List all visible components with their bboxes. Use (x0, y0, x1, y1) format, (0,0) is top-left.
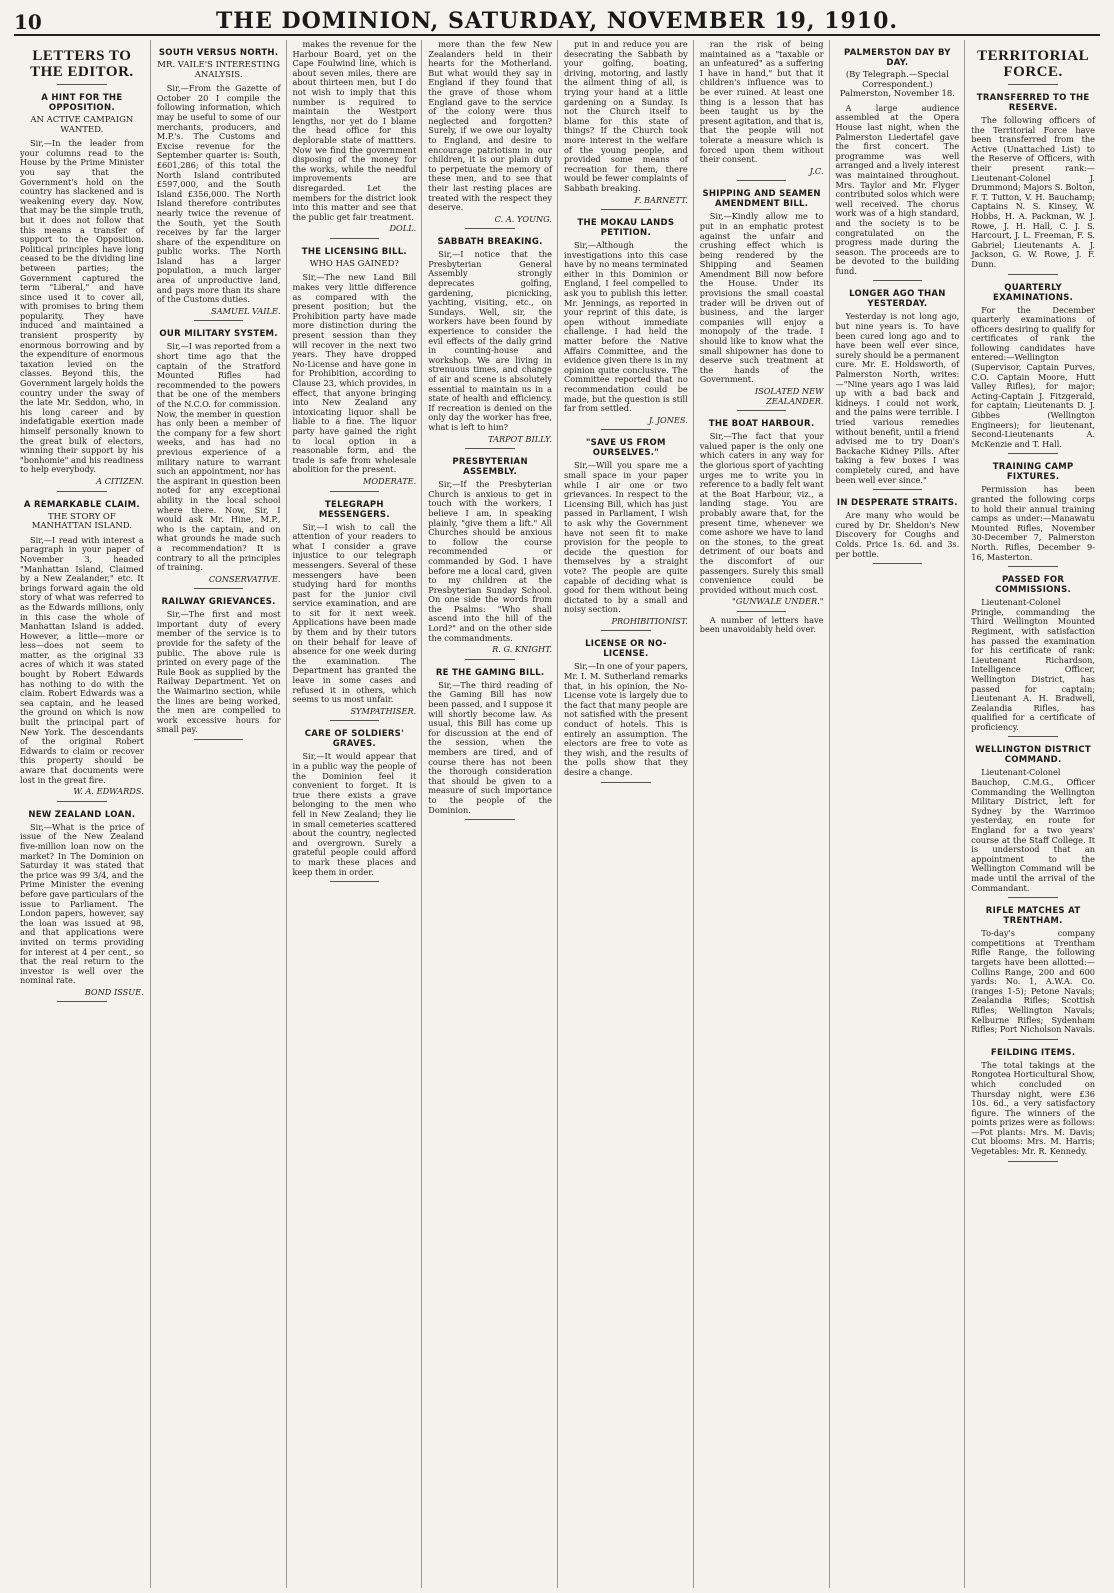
divider (737, 180, 787, 181)
article-body: more than the few New Zealanders held in their hearts for the Motherland. But what would they say in England if they found that the grave of those whom England gave to the service of the colony were thus neglected and forgotten? Surely, if we owe our loyalty to England, and desire to encourage patriotism in our children, it is our plain duty to perpetuate the memory of these men, and to see that their last resting places are treated with the respect they deserve. (428, 40, 552, 213)
article (971, 93, 1095, 275)
article-signature: TARPOT BILLY. (488, 433, 552, 444)
article-body: put in and reduce you are desecrating the Sabbath by your golfing, boating, driving, motoring, and lastly the ailment thing of all, is trying your hand at a little gardening on a Sunday. Is not the Church itself to blame for this state of things? If the Church took more interest in the welfare of the young people, and provided some means of recreation for them, there would be fewer complaints of Sabbath breaking. (564, 40, 688, 193)
newspaper-title: THE DOMINION, SATURDAY, NOVEMBER 19, 1910. (215, 8, 899, 34)
article-body: Sir,—I read with interest a paragraph in your paper of November 3, headed "Manhattan Island, Claimed by a New Zealander," etc. It brings forward again the old story of what was referred to as the Edwards millions, only in this case the whole of Manhattan Island is added. However, a little—more or less—does not seem to matter, as the original 33 acres of which it was stated bought by Robert Edwards has nothing to do with the claim. Robert Edwards was a sea captain, and he leased the ground on which is now built the principal part of New York. The descendants of the original Robert Edwards to claim or recover this property should be aware that documents were lost in the great fire. (20, 534, 144, 785)
article (428, 457, 552, 660)
divider (330, 720, 380, 721)
article-headline: FEILDING ITEMS. (990, 1047, 1076, 1058)
divider (330, 881, 380, 882)
article (971, 1048, 1095, 1162)
page-number: 10 (14, 10, 42, 34)
column (829, 40, 966, 1588)
article-headline: NEW ZEALAND LOAN. (28, 809, 136, 820)
article-headline: PRESBYTERIAN ASSEMBLY. (452, 457, 528, 478)
article-body: Sir,—The third reading of the Gaming Bill has now been passed, and I suppose it will shortly become law. As usual, this Bill has come up for discussion at the end of the session, when the members are tired, and of course there has not been the thorough consideration that should be given to a measure of such importance to the people of the Dominion. (428, 679, 552, 815)
divider (330, 491, 380, 492)
article (971, 283, 1095, 455)
article-body: Yesterday is not long ago, but nine years is. To have been cured long ago and to have been well ever since, surely should be a permanent cure. Mr. E. Holdsworth, of Palmerston North, writes:—"Nine years ago I was laid up with a bad back and kidneys. I could not work, and the pains were terrible. I tried various remedies without benefit, until a friend advised me to try Doan's Backache Kidney Pills. After taking a few boxes I was completely cured, and have been well ever since." (835, 311, 960, 485)
article-signature: "GUNWALE UNDER." (732, 596, 824, 607)
article-headline: SHIPPING AND SEAMEN AMENDMENT BILL. (702, 189, 821, 210)
article-signature: PROHIBITIONIST. (611, 615, 688, 626)
article-signature: C. A. YOUNG. (494, 213, 552, 224)
divider (330, 238, 380, 239)
divider (601, 209, 651, 210)
article-body: Sir,—I wish to call the attention of your readers to what I consider a grave injustice to our telegraph messengers. Several of these messengers have been studying hard for months past for the junior civil service examination, and are to sit for it next week. Applications have been made by them and by their tutors on their behalf for leave of absence for one week during the examination. The Department has granted the leave in some cases and refused it in others, which seems to us most unfair. (292, 521, 417, 705)
divider (737, 410, 787, 411)
article-headline: RE THE GAMING BILL. (435, 667, 545, 678)
article-subhead: AN ACTIVE CAMPAIGN WANTED. (30, 115, 134, 135)
article (157, 597, 281, 740)
divider (465, 819, 515, 820)
column (14, 40, 150, 1588)
article-headline: CARE OF SOLDIERS' GRAVES. (304, 729, 405, 750)
article (700, 419, 824, 612)
column (693, 40, 830, 1588)
divider (194, 739, 244, 740)
article (428, 40, 552, 229)
article-signature: CONSERVATIVE. (208, 573, 281, 584)
article (836, 48, 960, 281)
article-headline: WELLINGTON DISTRICT COMMAND. (975, 745, 1092, 766)
divider (1008, 84, 1058, 85)
article (293, 247, 417, 492)
article-headline: TRANSFERRED TO THE RESERVE. (976, 93, 1090, 113)
column (150, 40, 287, 1588)
divider (465, 448, 515, 449)
divider (465, 659, 515, 660)
article-body: makes the revenue for the Harbour Board, yet on the Cape Foulwind line, which is about seven miles, there are about thirteen men, but I do not wish to imply that this number is required to maintain the Westport lengths, nor yet do I blame the head office for this deplorable state of mattters. Now we find the government disposing of the money for the works, while the needful improvements are disregarded. Let the members for the district look into this matter and see that the public get fair treatment. (292, 40, 417, 222)
article-headline: PASSED FOR COMMISSIONS. (995, 575, 1072, 596)
article-headline: OUR MILITARY SYSTEM. (159, 329, 278, 340)
article-headline: A REMARKABLE CLAIM. (23, 499, 140, 510)
article-signature: W. A. EDWARDS. (73, 786, 144, 797)
divider (57, 801, 107, 802)
article-body: Sir,—Will you spare me a small space in your paper while I air one or two grievances. In respect to the Licensing Bill, which has just passed in Parliament, I wish to ask why the Government have not seen fit to make provision for the people to decide the question for themselves by a straight vote? The people are quite capable of deciding what is good for them without being dictated to by a small and noisy section. (564, 460, 688, 615)
article-subhead: (By Telegraph.—Special Correspondent.) Palmerston, November 18. (839, 70, 955, 100)
article-headline: SOUTH VERSUS NORTH. (158, 48, 279, 58)
article-headline: LONGER AGO THAN YESTERDAY. (849, 289, 946, 310)
masthead (14, 8, 1100, 36)
divider (57, 84, 107, 85)
article-body: Sir,—Kindly allow me to put in an emphatic protest against the unfair and crushing effect which is being rendered by the Shipping and Seamen Amendment Bill now before the House. Under its provisions the small coastal trader will be driven out of business, and the larger companies will enjoy a monopoly of the trade. I should like to know what the small shipowner has done to deserve such treatment at the hands of the Government. (699, 211, 824, 385)
divider (194, 320, 244, 321)
article (564, 40, 688, 210)
article-headline: RAILWAY GRIEVANCES. (161, 597, 276, 608)
divider (57, 1001, 107, 1002)
article-body: Sir,—The first and most important duty of every member of the service is to provide for the safety of the public. The above rule is printed on every page of the Rule Book as supplied by the Railway Department. Yet on the Waimarino section, while the lines are being worked, the men are compelled to work excessive hours for small pay. (156, 609, 281, 735)
article (971, 745, 1095, 898)
article-body: Sir,—From the Gazette of October 20 I compile the following information, which may be useful to some of our merchants, producers, and M.P.'s. The Customs and Excise revenue for the September quarter is: South, £601,286; of this total the North Island contributed £597,000, and the South Island £356,000. The North Island therefore contributes nearly twice the revenue of the South, yet the South receives by far the larger share of the expenditure on public works. The North Island has a larger population, a much larger area of unproductive land, and pays more than its share of the Customs duties. (156, 83, 281, 305)
article-body: Lieutenant-Colonel Bauchop, C.M.G., Officer Commanding the Wellington Military District, left for Sydney by the Warrimoo yesterday, en route for England for a two years' course at the Staff College. It is understood that an appointment to the Wellington Command will be made until the arrival of the Commandant. (971, 767, 1095, 893)
article (157, 48, 281, 321)
article (428, 668, 552, 820)
article-body: For the December quarterly examinations of officers desiring to qualify for certificates of rank the following candidates have entered:—Wellington (Supervisor, Captain Purves, C.O. Captain Moore, Hutt Valley Rifles), for major; Acting-Captain J. Fitzgerald, for captain; Lieutenants D. J. Gibbes (Wellington Engineers); for lieutenant, Second-Lieutenants A. McKenzie and T. Hall. (971, 304, 1095, 449)
article-signature: SAMUEL VAILE. (211, 305, 281, 316)
article-body: Sir,—The new Land Bill makes very little difference as compared with the present position; but the Prohibition party have made more distinction during the present session than they will recover in the next two years. They have dropped No-License and have gone in for Prohibition, according to Clause 23, which provides, in effect, that anyone bringing into New Zealand any intoxicating liquor shall be liable to a fine. The liquor party have gained the right to local option in a reasonable form, and the trade is safe from wholesale abolition for the present. (292, 272, 417, 475)
article (836, 498, 960, 564)
article-signature: DOLL. (389, 223, 417, 234)
article-body: Sir,—What is the price of issue of the New Zealand five-million loan now on the market? In The Dominion on Saturday it was stated that the price was 99 3/4, and the Prime Minister the evening before gave particulars of the issue to Parliament. The London papers, however, say the loan was issued at 98, and that applications were invited on terms providing for interest at 4 per cent., so that the real return to the investor is well over the nominal rate. (20, 821, 144, 986)
article (20, 500, 144, 802)
article-headline: RIFLE MATCHES AT TRENTHAM. (985, 906, 1081, 927)
article-headline: IN DESPERATE STRAITS. (836, 498, 958, 509)
divider (1008, 453, 1058, 454)
article-body: A number of letters have been unavoidably held over. (699, 614, 824, 635)
article (564, 639, 688, 782)
article-body: Sir,—In one of your papers, Mr. I. M. Sutherland remarks that, in his opinion, the No-License vote is largely due to the fact that many people are not satisfied with the present conduct of hotels. This is entirely an assumption. The electors are free to vote as they wish, and the results of the polls show that they desire a change. (564, 661, 688, 777)
article-body: A large audience assembled at the Opera House last night, when the Palmerston Liedertafel gave the first concert. The programme was well arranged and a lively interest was maintained throughout. Mrs. Taylor and Mr. Flyger contributed solos which were well received. The chorus work was of a high standard, and the society is to be congratulated on the progress made during the season. The proceeds are to be devoted to the building fund. (835, 102, 960, 276)
divider (1008, 566, 1058, 567)
columns (14, 40, 1100, 1588)
article (428, 237, 552, 449)
article-signature: A CITIZEN. (96, 475, 144, 486)
article (700, 616, 824, 635)
article (293, 500, 417, 722)
article-body: The total takings at the Rongotea Horticultural Show, which concluded on Thursday night, were £36 10s. 6d., a very satisfactory figure. The winners of the points prizes were as follows:—Pot plants: Mrs. M. Davis; Cut blooms: Mrs. M. Harris; Vegetables: Mr. R. Kennedy. (971, 1059, 1095, 1157)
article (293, 729, 417, 882)
article-signature: J.C. (809, 165, 824, 176)
article-body: Sir,—It would appear that in a public way the people of the Dominion feel it convenient to forget. It is true there exists a grave belonging to the men who fell in New Zealand; they lie in small cemeteries scattered about the country, neglected and overgrown. Surely a grateful people could afford to mark these places and keep them in order. (292, 751, 417, 877)
article-subhead: THE STORY OF MANHATTAN ISLAND. (31, 511, 133, 532)
divider (57, 491, 107, 492)
article-signature: SYMPATHISER. (350, 705, 417, 716)
article (836, 289, 960, 490)
divider (465, 228, 515, 229)
article-headline: THE LICENSING BILL. (301, 246, 407, 257)
article (971, 906, 1095, 1040)
article (700, 40, 824, 181)
article-body: ran the risk of being maintained as a "taxable or an unfeatured" as a suffering I have in hand," but that it children's influence was to be ever ruined. At least one thing is a lesson that has been taught us by the present agitation, and that is, that the people will not tolerate a measure which is forced upon them without their consent. (699, 40, 824, 165)
article-subhead: MR. VAILE'S INTERESTING ANALYSIS. (157, 60, 280, 80)
article (20, 93, 144, 492)
divider (601, 630, 651, 631)
article-headline: SABBATH BREAKING. (437, 237, 543, 248)
article (971, 575, 1095, 737)
article-headline: QUARTERLY EXAMINATIONS. (993, 282, 1074, 303)
article-body: Sir,—In the leader from your columns read to the House by the Prime Minister you say that the Government's hold on the country has slackened and is weakening every day. Now, that may be the simple truth, but it does not follow that this means a transfer of support to the Opposition. Political principles have long ceased to be the dividing line between parties; the Government captured the term "Liberal," and have since used it to cover all, with promises to bring them popularity. They have induced and maintained a transient prosperity by enormous borrowing and by the expenditure of enormous taxation levied on the classes. Beyond this, the Government largely holds the country under the sway of the late Mr. Seddon, who, in his long career and by indefatigable exertion made himself personally known to the great bulk of electors, winning their support by his "bonhomie" and his readiness to help everybody. (20, 138, 144, 475)
article (20, 810, 144, 1003)
article-body: Sir,—I was reported from a short time ago that the captain of the Stratford Mounted Rifles had recommended to the powers that be one of the members of the N.C.O. for commission. Now, the member in question has only been a member of the company for a few short weeks, and has had no previous experience of a military nature to warrant such an appointment, nor has the aspirant in question been noted for any exceptional ability in the local school where there. Now, Sir, I would ask Mr. Hine, M.P., who is the captain, and on what grounds he made such a recommendation? It is contrary to all the principles of training. (156, 341, 281, 573)
article-signature: ISOLATED NEW ZEALANDER. (754, 386, 824, 406)
article-headline: "SAVE US FROM OURSELVES." (585, 438, 666, 459)
divider (737, 611, 787, 612)
column (286, 40, 423, 1588)
divider (873, 280, 923, 281)
column (964, 40, 1101, 1588)
article-body: Sir,—If the Presbyterian Church is anxious to get in touch with the workers, I believe I am, in speaking plainly, "give them a lift." All Churches should be anxious to follow the course recommended or commanded by God. I have before me a local card, given to my children at the Presbyterian Sunday School. On one side the words from the Psalms: "Who shall ascend into the hill of the Lord?" and on the other side the commandments. (428, 479, 552, 643)
article (293, 40, 417, 239)
divider (194, 588, 244, 589)
article-signature: F. BARNETT. (634, 194, 688, 205)
article (157, 329, 281, 589)
divider (873, 563, 923, 564)
column (557, 40, 694, 1588)
divider (601, 429, 651, 430)
article (971, 462, 1095, 567)
column (421, 40, 558, 1588)
divider (601, 782, 651, 783)
article-body: Sir,—I notice that the Presbyterian General Assembly strongly deprecates golfing, gardening, picnicking, yachting, visiting, etc., on Sundays. Well, sir, the workers have been found by experience to consider the evil effects of the daily grind in counting-house and workshop. We are living in strenuous times, and change of air and scene is absolutely essential to maintain us in a state of health and efficiency. If recreation is denied on the only day the worker has free, what is left to him? (428, 249, 552, 432)
divider (873, 489, 923, 490)
article (564, 438, 688, 631)
divider (1008, 897, 1058, 898)
article-body: Sir,—The fact that your valued paper is the only one which caters in any way for the glorious sport of yachting urges me to write you in reference to a badly felt want at the Boat Harbour, viz., a landing stage. You are probably aware that, for the present time, whenever we come ashore we have to land on the stones, to the great detriment of our boats and the discomfort of our passengers. Surely this small convenience could be provided without much cost. (699, 431, 824, 595)
article-subhead: WHO HAS GAINED? (309, 258, 399, 269)
article-signature: J. JONES. (648, 414, 688, 425)
divider (1008, 1161, 1058, 1162)
article-body: The following officers of the Territorial Force have been transferred from the Active (Unattached List) to the Reserve of Officers, with their present rank:—Lieutenant-Colonel J. Drummond; Majors S. Bolton, F. T. Tutton, V. H. Bauchamp; Captains N. S. Kinsey, W. Hobbs, H. A. Packman, W. J. Rowe, J. H. Hall, C. J. S. Harcourt, J. L. Freeman, F. S. Gabriel; Lieutenants A. J. Jackson, G. W. Rowe, J. F. Dunn. (971, 115, 1095, 269)
article-headline: THE BOAT HARBOUR. (708, 419, 815, 430)
article-body: Are many who would be cured by Dr. Sheldon's New Discovery for Coughs and Colds. Price 1s. 6d. and 3s. per bottle. (835, 510, 960, 559)
section-heading: LETTERS TO THE EDITOR. (30, 48, 134, 80)
article-headline: TELEGRAPH MESSENGERS. (318, 499, 390, 520)
article-body: Sir,—Although the investigations into this case have by no means terminated either in this Dominion or England, I feel compelled to ask you to publish this letter. Mr. Jennings, as reported in your reprint of this date, is open without immediate challenge. I had held the matter before the Native Affairs Committee, and the evidence given there is in my opinion quite conclusive. The Committee reported that no recommendation could be made, but the question is still far from settled. (564, 240, 688, 414)
article-body: Permission has been granted the following corps to hold their annual training camps as under:—Manawatu Mounted Rifles, November 30-December 7, Palmerston North. Rifles, December 9-16, Masterton. (971, 484, 1095, 562)
divider (1008, 1039, 1058, 1040)
article-signature: BOND ISSUE. (84, 986, 144, 997)
article-signature: MODERATE. (362, 475, 417, 486)
article-headline: LICENSE OR NO-LICENSE. (585, 639, 667, 660)
article-signature: R. G. KNIGHT. (492, 644, 552, 655)
article-headline: PALMERSTON DAY BY DAY. (844, 48, 951, 68)
article-headline: A HINT FOR THE OPPOSITION. (41, 93, 123, 113)
article (700, 189, 824, 411)
section-heading: TERRITORIAL FORCE. (977, 48, 1090, 80)
divider (1008, 736, 1058, 737)
divider (1008, 274, 1058, 275)
article-body: Lieutenant-Colonel Pringle, commanding the Third Wellington Mounted Regiment, with satisfaction has passed the examination for his certificate of rank: Lieutenant Richardson, Intelligence Officer, Wellington District, has passed for captain; Lieutenant A. H. Bradwell, Zealandia Rifles, has qualified for a certificate of proficiency. (971, 597, 1095, 732)
article-headline: THE MOKAU LANDS PETITION. (577, 218, 675, 239)
article-body: To-day's company competitions at Trentham Rifle Range, the following targets have been allotted:—Collins Range, 200 and 600 yards: No. 1, A.W.A. Co. (ranges 1-5); Petone Navals; Zealandia Rifles; Scottish Rifles; Wellington Navals; Kelburne Rifles; Sydenham Rifles; Port Nicholson Navals. (971, 928, 1095, 1035)
article (564, 218, 688, 430)
article-headline: TRAINING CAMP FIXTURES. (992, 462, 1074, 483)
